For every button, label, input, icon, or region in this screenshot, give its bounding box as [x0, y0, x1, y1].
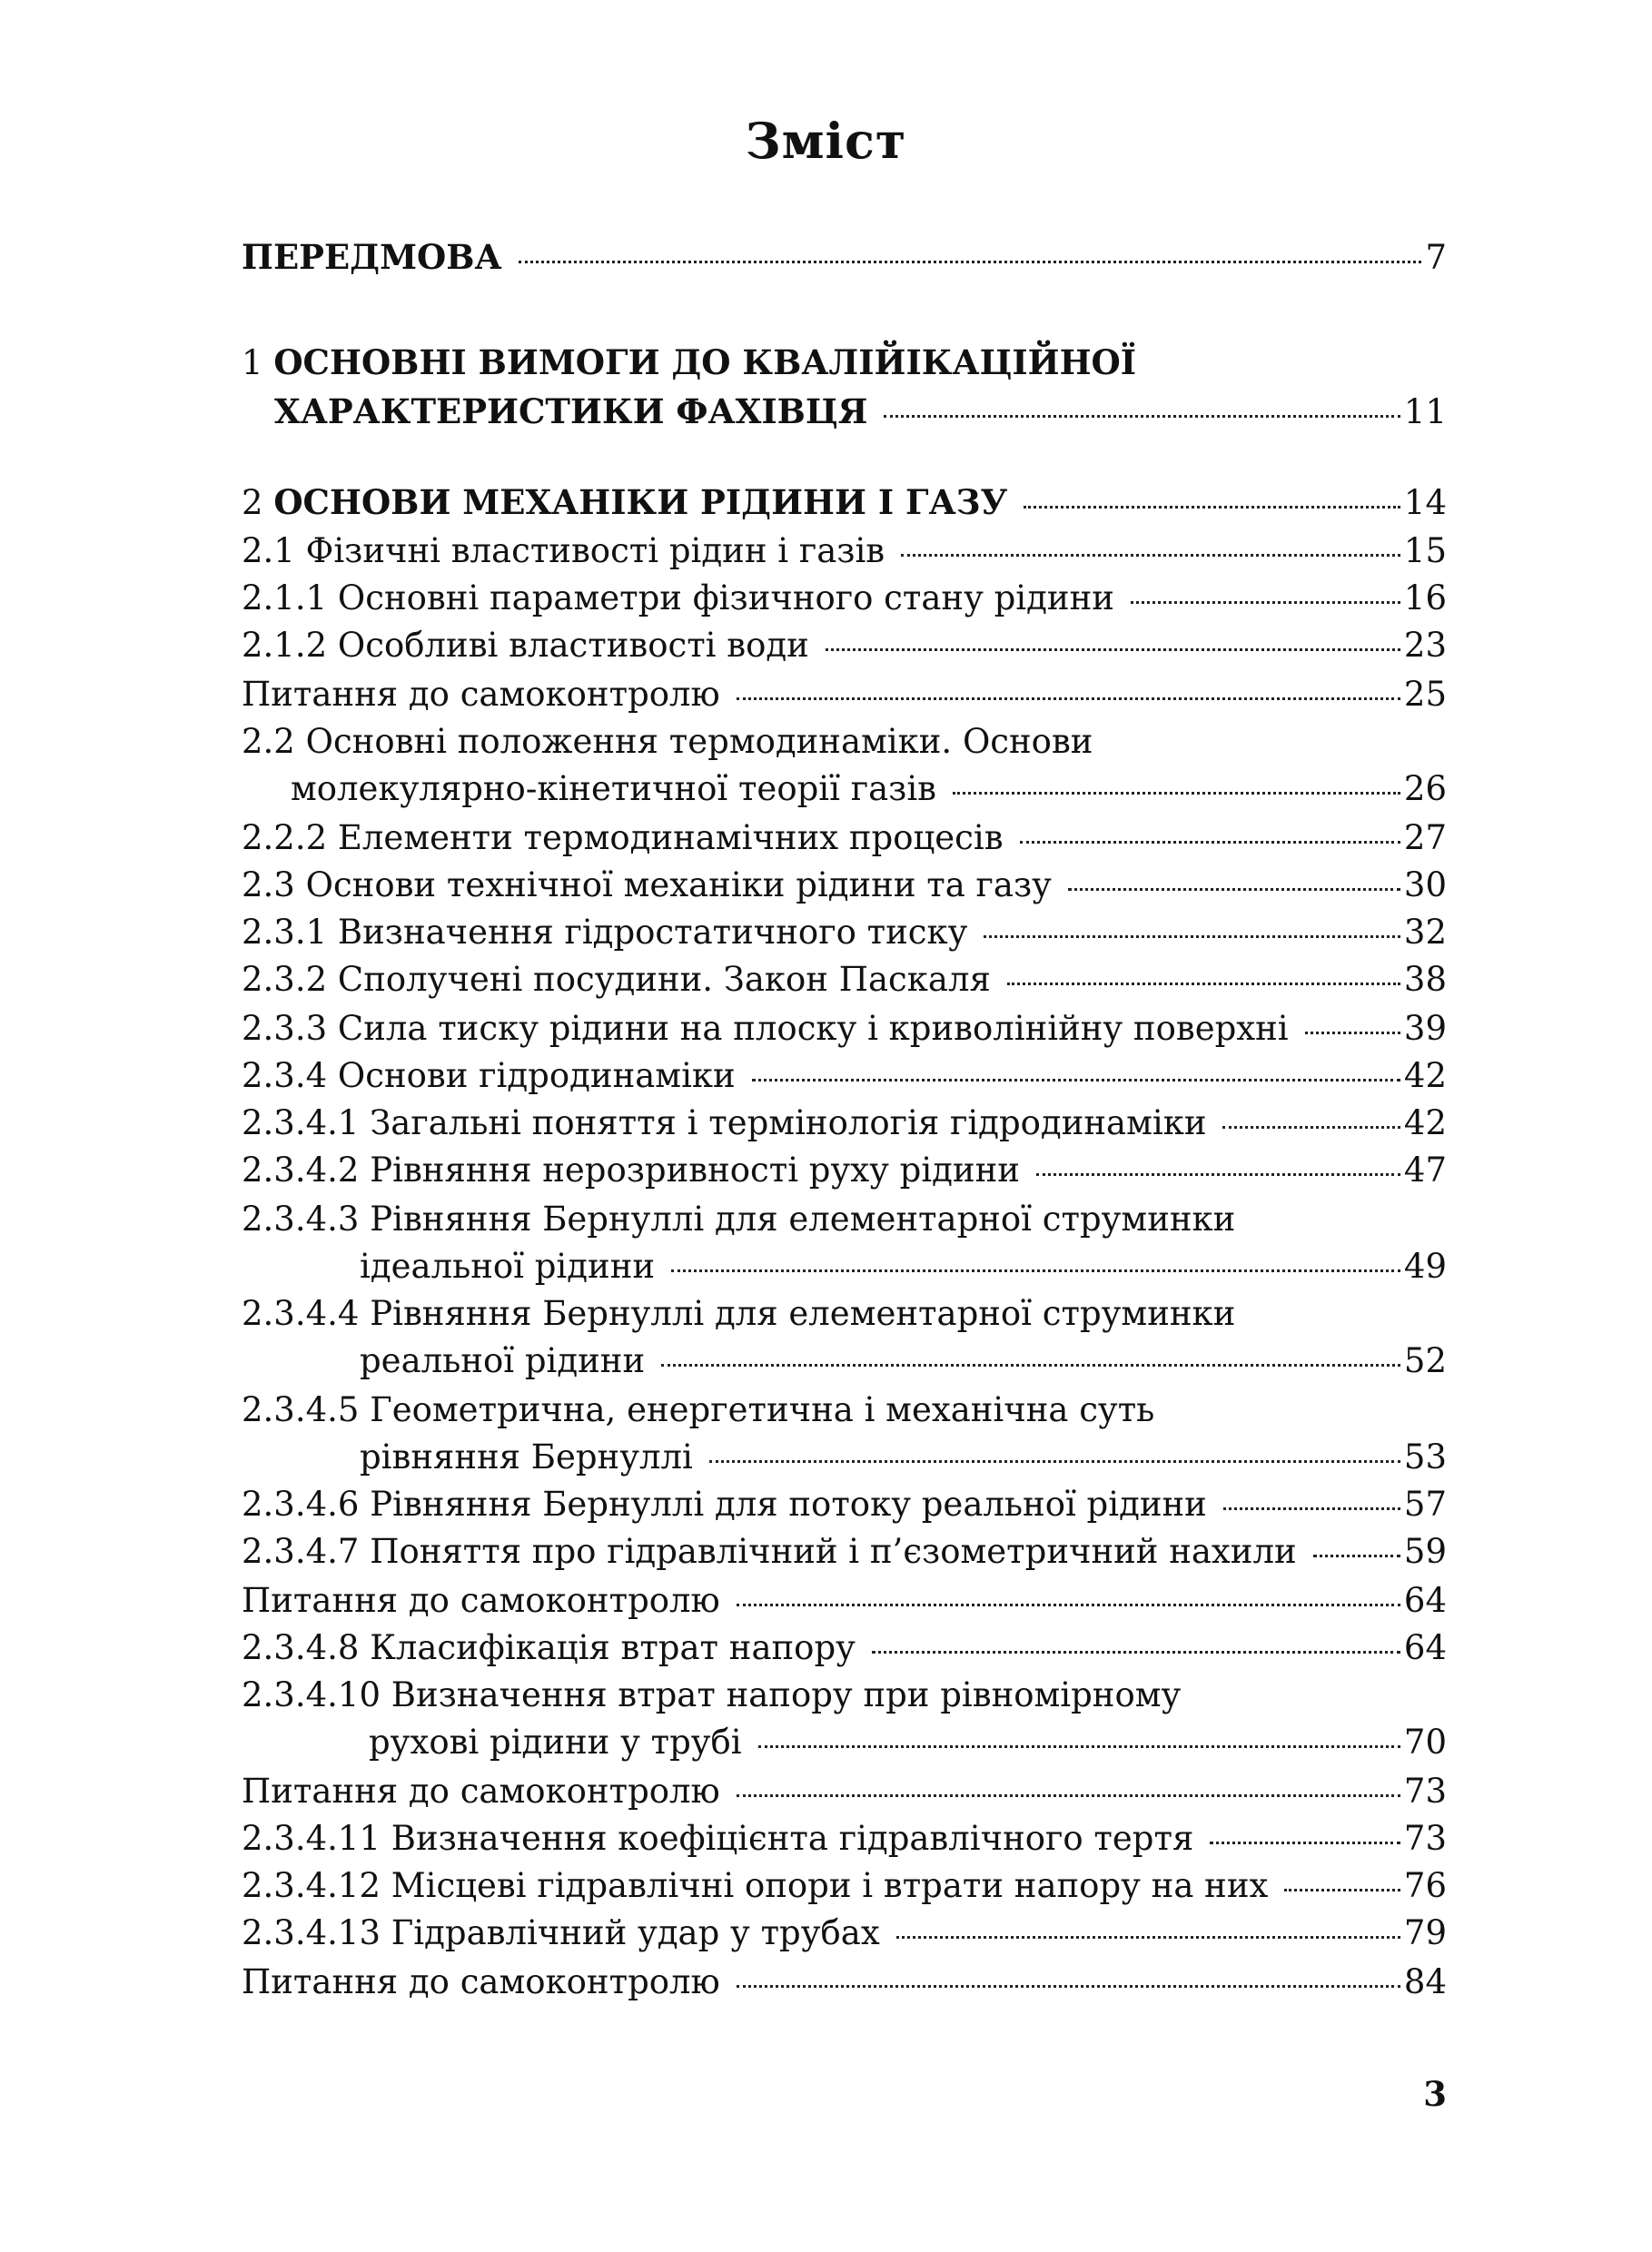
toc-dot-leader: [1020, 841, 1400, 844]
toc-entry-number: 2.3.4.12: [242, 1866, 381, 1905]
toc-entry: [242, 1862, 1447, 1910]
toc-entry-page: 26: [1403, 769, 1447, 808]
toc-dot-leader: [884, 415, 1400, 418]
toc-entry-title: Гідравлічний удар у трубах: [391, 1913, 880, 1952]
toc-dot-leader: [1313, 1555, 1400, 1557]
toc-entry-title: Місцеві гідравлічні опори і втрати напору на них: [391, 1866, 1269, 1905]
toc-entry-page: 38: [1403, 960, 1447, 999]
toc-entry-page: 25: [1403, 675, 1447, 714]
toc-entry-text: [242, 1387, 1154, 1434]
toc-entry: [242, 1100, 1447, 1147]
toc-entry-page: 39: [1403, 1009, 1447, 1048]
toc-entry: [242, 575, 1447, 622]
toc-entry: [242, 339, 1447, 386]
toc-entry-title: ПЕРЕДМОВА: [242, 237, 502, 277]
toc-entry-text: [242, 1672, 1181, 1719]
toc-entry-text: [242, 233, 502, 282]
toc-entry: [242, 765, 1447, 813]
toc-entry-title: Основи гідродинаміки: [337, 1056, 736, 1095]
toc-entry-title: Визначення втрат напору при рівномірному: [391, 1675, 1182, 1714]
toc-entry-page: 30: [1403, 865, 1447, 904]
toc-entry-page: 64: [1403, 1581, 1447, 1620]
toc-entry: [242, 388, 1447, 435]
toc-entry: [242, 671, 1447, 718]
toc-entry-text: [242, 1100, 1206, 1147]
toc-entry-text: [242, 339, 1136, 387]
toc-entry-text: [242, 815, 1004, 862]
toc-entry-title: молекулярно-кінетичної теорії газів: [291, 769, 937, 808]
toc-entry: [242, 1481, 1447, 1528]
toc-entry-title: Рівняння Бернуллі для елементарної струминки: [370, 1200, 1236, 1239]
toc-entry: [242, 1052, 1447, 1100]
toc-entry-text: [242, 1577, 720, 1625]
toc-entry: [242, 956, 1447, 1003]
toc-dot-leader: [671, 1269, 1400, 1272]
toc-entry-title: Визначення коефіцієнта гідравлічного тертя: [391, 1819, 1194, 1858]
toc-entry-title: Рівняння нерозривності руху рідини: [370, 1151, 1020, 1190]
toc-entry-number: 2.3.1: [242, 913, 328, 952]
toc-entry-title: Основи технічної механіки рідини та газу: [305, 865, 1052, 904]
toc-dot-leader: [737, 1985, 1400, 1988]
toc-entry-title: Рівняння Бернуллі для потоку реальної рідини: [370, 1485, 1207, 1524]
toc-entry-text: [360, 1338, 645, 1385]
toc-dot-leader: [758, 1745, 1400, 1748]
toc-entry-title: ідеальної рідини: [360, 1247, 656, 1286]
toc-entry-text: [242, 1052, 736, 1100]
toc-dot-leader: [1068, 888, 1400, 891]
toc-entry-title: Класифікація втрат напору: [370, 1628, 856, 1667]
toc-dot-leader: [1007, 983, 1400, 985]
toc-entry-page: 76: [1403, 1866, 1447, 1905]
toc-dot-leader: [953, 792, 1400, 795]
toc-entry: [242, 1196, 1447, 1243]
toc-entry: [242, 1719, 1447, 1766]
toc-entry-title: ОСНОВНІ ВИМОГИ ДО КВАЛІЙІКАЦІЙНОЇ: [273, 342, 1137, 382]
toc-entry-title: Фізичні властивості рідин і газів: [305, 531, 885, 570]
toc-dot-leader: [1131, 601, 1400, 604]
toc-entry-title: реальної рідини: [360, 1341, 646, 1380]
toc-dot-leader: [1210, 1842, 1400, 1844]
toc-entry-title: Сила тиску рідини на плоску і криволінійну поверхні: [337, 1009, 1289, 1048]
toc-dot-leader: [1223, 1507, 1400, 1510]
toc-entry-text: [242, 1481, 1207, 1528]
toc-dot-leader: [1036, 1173, 1400, 1176]
toc-dot-leader: [737, 1794, 1400, 1797]
toc-dot-leader: [872, 1651, 1400, 1654]
toc-entry: [242, 1387, 1447, 1434]
toc-dot-leader: [709, 1460, 1400, 1463]
toc-entry-page: 47: [1403, 1151, 1447, 1190]
toc-entry-page: 52: [1403, 1341, 1447, 1380]
toc-dot-leader: [984, 935, 1400, 938]
toc-entry-number: 2.3.4.4: [242, 1294, 360, 1333]
toc-entry-page: 14: [1403, 483, 1447, 522]
toc-entry-text: [360, 1434, 693, 1481]
toc-entry-number: 2.2.2: [242, 818, 328, 857]
toc-entry-title: Питання до самоконтролю: [242, 1962, 720, 2001]
toc-dot-leader: [1024, 506, 1400, 509]
toc-dot-leader: [519, 261, 1422, 263]
toc-entry-title: Особливі властивості води: [337, 626, 809, 665]
toc-entry-page: 11: [1403, 392, 1447, 431]
toc-entry: [242, 1625, 1447, 1672]
toc-entry-title: Питання до самоконтролю: [242, 1581, 720, 1620]
toc-entry-number: 2.3.4.13: [242, 1913, 381, 1952]
toc-entry: [242, 1338, 1447, 1385]
toc-entry-text: [242, 1290, 1235, 1338]
toc-entry-page: 73: [1403, 1819, 1447, 1858]
toc-entry-number: 2.1: [242, 531, 295, 570]
toc-entry-text: [242, 1862, 1268, 1910]
toc-entry-number: 2.1.1: [242, 578, 328, 617]
toc-entry: [242, 815, 1447, 862]
toc-entry-text: [242, 1625, 856, 1672]
toc-entry-page: 57: [1403, 1485, 1447, 1524]
toc-entry-text: [274, 388, 867, 436]
toc-entry-number: 2.3.4.3: [242, 1200, 360, 1239]
toc-entry: [242, 718, 1447, 765]
toc-entry-title: Загальні поняття і термінологія гідродинаміки: [370, 1103, 1207, 1142]
toc-entry: [242, 1147, 1447, 1194]
toc-entry-number: 2.3.3: [242, 1009, 328, 1048]
toc-entry-page: 73: [1403, 1772, 1447, 1811]
toc-entry-number: 2.3.4: [242, 1056, 328, 1095]
toc-entry: [242, 1815, 1447, 1862]
toc-entry-text: [242, 1005, 1289, 1052]
toc-entry-number: 2.3.4.6: [242, 1485, 360, 1524]
toc-entry-title: Геометрична, енергетична і механічна суть: [370, 1390, 1155, 1429]
toc-entry: [242, 1910, 1447, 1957]
toc-entry-page: 7: [1425, 238, 1447, 277]
toc-entry-text: [242, 909, 967, 956]
toc-entry-number: 2.3.4.5: [242, 1390, 360, 1429]
toc-dot-leader: [1222, 1126, 1400, 1129]
toc-entry-text: [242, 1196, 1235, 1243]
toc-entry: [242, 1672, 1447, 1719]
toc-entry-page: 53: [1403, 1437, 1447, 1477]
toc-entry-page: 15: [1403, 531, 1447, 570]
toc-entry-text: [242, 622, 809, 669]
toc-entry-number: 2.3.4.2: [242, 1151, 360, 1190]
toc-entry-title: Питання до самоконтролю: [242, 675, 720, 714]
toc-entry-number: 2.3: [242, 865, 295, 904]
toc-entry-number: 2.3.4.8: [242, 1628, 360, 1667]
toc-entry-page: 59: [1403, 1532, 1447, 1571]
toc-entry-number: 2.3.2: [242, 960, 328, 999]
toc-entry-page: 84: [1403, 1962, 1447, 2001]
toc-entry: [242, 479, 1447, 526]
toc-entry-title: Питання до самоконтролю: [242, 1772, 720, 1811]
page-title: Зміст: [745, 112, 907, 170]
toc-entry-page: 79: [1403, 1913, 1447, 1952]
toc-dot-leader: [901, 554, 1400, 557]
toc-entry-number: 2.3.4.10: [242, 1675, 381, 1714]
toc-entry: [242, 528, 1447, 575]
toc-entry: [242, 1290, 1447, 1338]
toc-entry-page: 16: [1403, 578, 1447, 617]
toc-entry-number: 2.3.4.1: [242, 1103, 360, 1142]
toc-entry-page: 64: [1403, 1628, 1447, 1667]
toc-dot-leader: [1305, 1032, 1400, 1034]
toc-entry-title: рівняння Бернуллі: [360, 1437, 693, 1477]
toc-entry: [242, 909, 1447, 956]
toc-entry-text: [242, 1815, 1193, 1862]
toc-entry-title: Рівняння Бернуллі для елементарної струминки: [370, 1294, 1236, 1333]
toc-entry-text: [242, 956, 991, 1003]
toc-entry: [242, 233, 1447, 281]
toc-dot-leader: [737, 1604, 1400, 1606]
toc-entry: [242, 1528, 1447, 1575]
toc-entry-page: 49: [1403, 1247, 1447, 1286]
toc-entry-text: [242, 1528, 1297, 1575]
toc-entry-title: Основні параметри фізичного стану рідини: [337, 578, 1114, 617]
toc-entry-page: 32: [1403, 913, 1447, 952]
toc-entry-title: ОСНОВИ МЕХАНІКИ РІДИНИ І ГАЗУ: [273, 482, 1008, 522]
toc-entry-title: ХАРАКТЕРИСТИКИ ФАХІВЦЯ: [274, 391, 868, 431]
toc-entry-page: 42: [1403, 1103, 1447, 1142]
page-number: 3: [1423, 2074, 1447, 2114]
toc-entry-text: [360, 1243, 655, 1290]
toc-dot-leader: [737, 697, 1400, 700]
toc-entry-text: [242, 718, 1093, 765]
toc-dot-leader: [661, 1364, 1400, 1367]
toc-dot-leader: [826, 648, 1400, 651]
toc-entry-text: [242, 1959, 720, 2006]
toc-entry-page: 23: [1403, 626, 1447, 665]
toc-entry-page: 42: [1403, 1056, 1447, 1095]
toc-entry-text: [242, 1768, 720, 1815]
toc-entry-text: [242, 575, 1114, 622]
toc-entry-text: [242, 528, 885, 575]
toc-entry: [242, 1577, 1447, 1625]
toc-entry-number: 2.3.4.7: [242, 1532, 360, 1571]
toc-entry-title: Поняття про гідравлічний і п’єзометричний нахили: [370, 1532, 1297, 1571]
toc-entry-title: Основні положення термодинаміки. Основи: [305, 722, 1093, 761]
toc-entry-page: 27: [1403, 818, 1447, 857]
toc-entry: [242, 1434, 1447, 1481]
toc-entry-number: 1: [242, 343, 263, 382]
toc-dot-leader: [896, 1936, 1400, 1939]
toc-entry: [242, 862, 1447, 909]
toc-dot-leader: [752, 1079, 1400, 1082]
toc-entry-number: 2: [242, 483, 263, 522]
toc-entry-text: [242, 479, 1007, 527]
toc-entry-title: Елементи термодинамічних процесів: [337, 818, 1004, 857]
toc-entry: [242, 1243, 1447, 1290]
toc-entry: [242, 1768, 1447, 1815]
toc-entry-text: [242, 862, 1052, 909]
toc-entry-text: [291, 765, 936, 813]
toc-entry-text: [369, 1719, 742, 1766]
toc-entry-title: Сполучені посудини. Закон Паскаля: [337, 960, 991, 999]
toc-dot-leader: [1284, 1889, 1400, 1891]
toc-entry-number: 2.3.4.11: [242, 1819, 381, 1858]
toc-entry-text: [242, 1910, 880, 1957]
toc-entry-number: 2.2: [242, 722, 295, 761]
toc-entry-title: рухові рідини у трубі: [369, 1723, 742, 1762]
toc-entry-number: 2.1.2: [242, 626, 328, 665]
toc-entry: [242, 1005, 1447, 1052]
toc-entry-text: [242, 1147, 1020, 1194]
toc-entry-page: 70: [1403, 1723, 1447, 1762]
toc-entry-title: Визначення гідростатичного тиску: [337, 913, 968, 952]
toc-entry: [242, 622, 1447, 669]
toc-entry: [242, 1959, 1447, 2006]
toc-entry-text: [242, 671, 720, 718]
